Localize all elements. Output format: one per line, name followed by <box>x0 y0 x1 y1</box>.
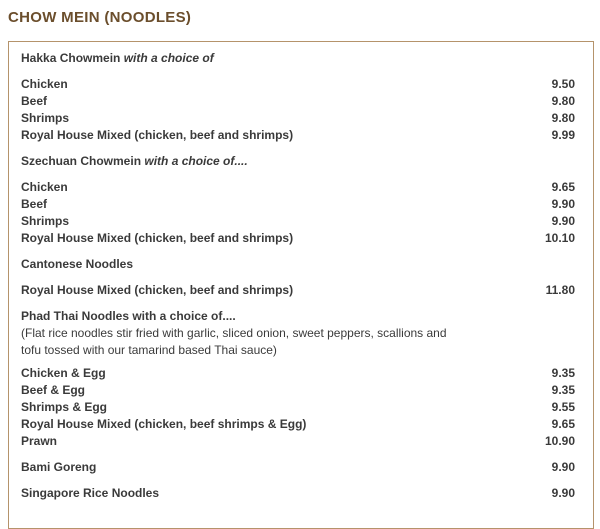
menu-item-row <box>21 416 575 433</box>
description-line: (Flat rice noodles stir fried with garlic, sliced onion, sweet peppers, scallions and <box>21 326 447 340</box>
section-title: Cantonese Noodles <box>21 257 134 271</box>
item-name: Royal House Mixed (chicken, beef and shrimps) <box>21 128 294 142</box>
item-name: Royal House Mixed (chicken, beef and shrimps) <box>21 283 294 297</box>
menu-item-row <box>21 282 575 299</box>
item-price: 11.80 <box>545 283 575 297</box>
item-price: 9.35 <box>551 383 575 397</box>
item-name: Prawn <box>21 434 58 448</box>
description-line: tofu tossed with our tamarind based Thai sauce) <box>21 343 277 357</box>
menu-item-row <box>21 485 575 502</box>
menu-item-row <box>21 399 575 416</box>
menu-item-row <box>21 382 575 399</box>
menu-section-szechuan-chowmein <box>21 153 575 247</box>
menu-section-cantonese-noodles <box>21 256 575 299</box>
section-title: Phad Thai Noodles with a choice of.... <box>21 309 236 323</box>
menu-item-row <box>21 213 575 230</box>
section-header <box>21 308 575 325</box>
menu-panel <box>8 41 594 529</box>
menu-item-row <box>21 93 575 110</box>
item-name: Singapore Rice Noodles <box>21 486 160 500</box>
menu-section-bami-goreng <box>21 459 575 476</box>
item-name: Shrimps <box>21 214 70 228</box>
section-header <box>21 256 575 273</box>
menu-item-row <box>21 459 575 476</box>
item-price: 9.65 <box>551 417 575 431</box>
menu-section-singapore-rice-noodles <box>21 485 575 502</box>
menu-item-row <box>21 230 575 247</box>
item-name: Beef <box>21 94 48 108</box>
section-title: Szechuan Chowmein <box>21 154 142 168</box>
item-price: 9.90 <box>551 197 575 211</box>
item-name: Royal House Mixed (chicken, beef shrimps & Egg) <box>21 417 307 431</box>
item-price: 9.80 <box>551 94 575 108</box>
item-name: Shrimps <box>21 111 70 125</box>
item-price: 10.90 <box>544 434 575 448</box>
item-name: Chicken & Egg <box>21 366 106 380</box>
item-name: Shrimps & Egg <box>21 400 108 414</box>
item-price: 9.55 <box>551 400 575 414</box>
item-price: 9.35 <box>551 366 575 380</box>
menu-item-row <box>21 110 575 127</box>
menu-section-hakka-chowmein <box>21 50 575 144</box>
item-price: 9.90 <box>551 214 575 228</box>
menu-item-row <box>21 433 575 450</box>
item-price: 9.50 <box>551 77 575 91</box>
section-header <box>21 153 575 170</box>
page-title: CHOW MEIN (NOODLES) <box>8 9 192 26</box>
menu-section-phad-thai-noodles <box>21 308 575 450</box>
item-price: 9.90 <box>551 460 575 474</box>
menu-item-row <box>21 179 575 196</box>
item-name: Chicken <box>21 180 68 194</box>
item-name: Chicken <box>21 77 68 91</box>
item-price: 9.90 <box>551 486 575 500</box>
menu-item-row <box>21 127 575 144</box>
item-price: 9.65 <box>551 180 575 194</box>
section-title-suffix: with a choice of.... <box>144 154 248 168</box>
item-price: 9.80 <box>551 111 575 125</box>
item-price: 10.10 <box>544 231 575 245</box>
item-name: Bami Goreng <box>21 460 97 474</box>
section-description <box>21 325 575 359</box>
menu-item-row <box>21 365 575 382</box>
item-name: Beef & Egg <box>21 383 86 397</box>
item-price: 9.99 <box>551 128 575 142</box>
section-header <box>21 50 575 67</box>
menu-item-row <box>21 76 575 93</box>
item-name: Royal House Mixed (chicken, beef and shrimps) <box>21 231 294 245</box>
item-name: Beef <box>21 197 48 211</box>
section-title-suffix: with a choice of <box>123 51 214 65</box>
menu-item-row <box>21 196 575 213</box>
section-title: Hakka Chowmein <box>21 51 121 65</box>
